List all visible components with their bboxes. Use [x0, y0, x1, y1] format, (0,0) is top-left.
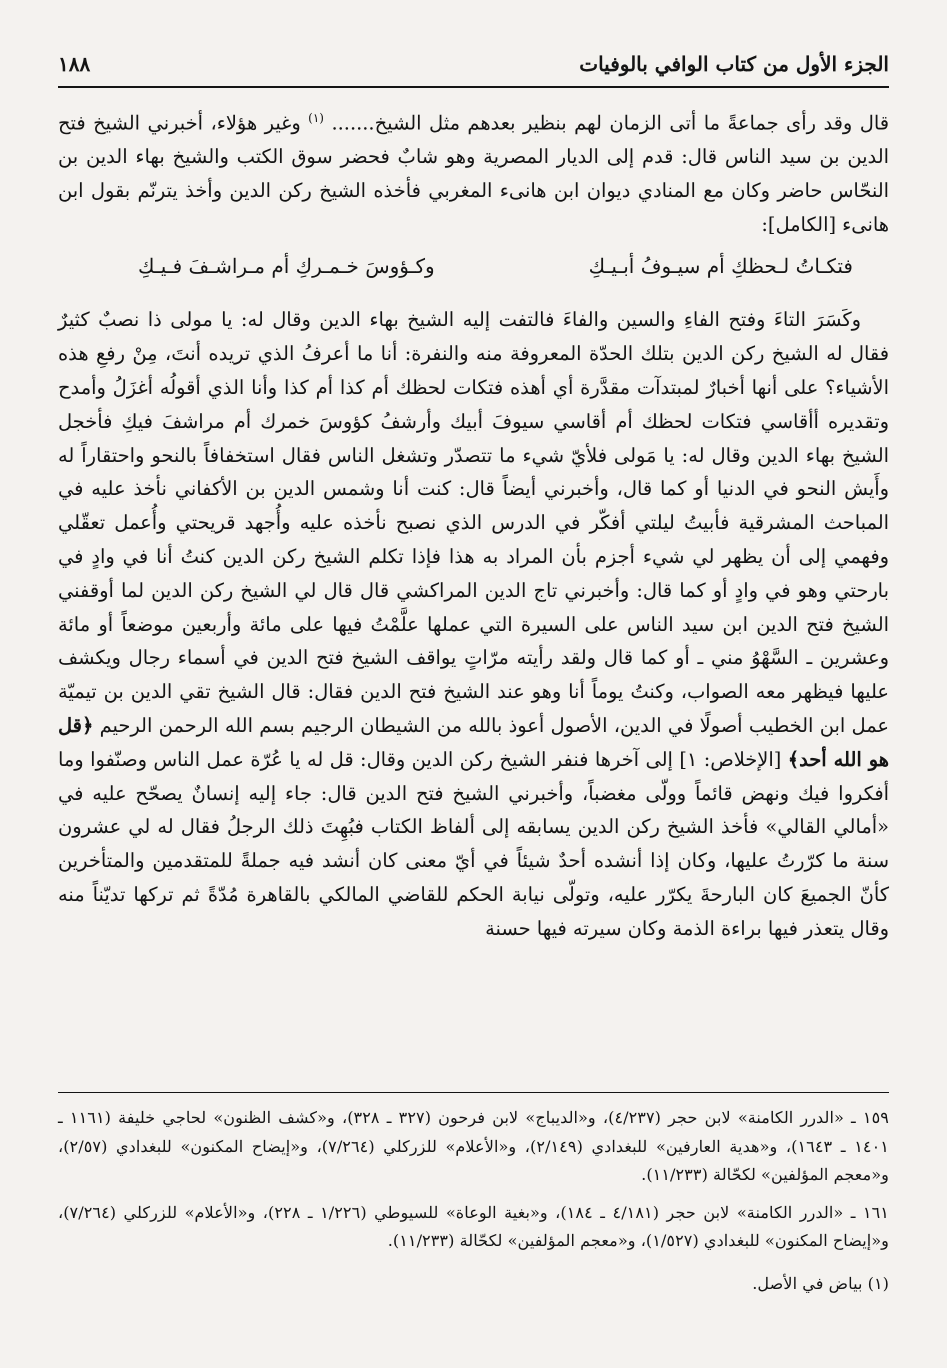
- paragraph-2-text: وكَسَرَ التاءَ وفتح الفاءِ والسين والفاءَ فالتفت إليه الشيخ بهاء الدين وقال له: يا مولى ذا نصبٌ كثيرٌ فقال له الشيخ ركن الدين بتلك الحدّة المعروفة منه والنفرة: أنا ما أعرفُ الذي تريده أنتَ، مِنْ رفعِ هذه الأشياء؟ على أنها أخبارٌ لمبتدآت مقدَّرة أي أهذه فتكات لحظك أم كذا أم كذا وأنا الذي أقولُه أغزَلُ وأمدح وتقديره أأقاسي فتكات لحظك أم أقاسي سيوفَ أبيك وأرشفُ كؤوسَ خمرك أم مراشفَ فيكِ فأخجل الشيخ بهاء الدين وقال له: يا مَولى فلأيّ شيء ما تتصدّر وتشغل الناس فقال استخفافاً بالنحو واحتقاراً له وأَيش النحو في الدنيا أو كما قال، وأخبرني أيضاً قال: كنت أنا وشمس الدين بن الأكفاني نأخذ عليه في المباحث المشرقية فأبيتُ ليلتي أفكّر في الدرس الذي نصبح نأخذه عليه وأُجهد قريحتي وأُعمل تعقّلي وفهمي إلى أن يظهر لي شيء أجزم بأن المراد به هذا فإذا تكلم الشيخ ركن الدين كنتُ أنا في وادٍ في بارحتي وهو في وادٍ أو كما قال: وأخبرني تاج الدين المراكشي قال قال لي الشيخ ركن الدين لما أوقفني الشيخ فتح الدين ابن سيد الناس على السيرة التي عملها علَّمْتُ فيها على مائة وأربعين موضعاً أو مائة وعشرين ـ السَّهْوُ مني ـ أو كما قال ولقد رأيته مرّاتٍ يواقف الشيخ فتح الدين في أسماء رجال ويكشف عليها فيظهر معه الصواب، وكنتُ يوماً أنا وهو عند الشيخ فتح الدين فقال: قال الشيخ تقي الدين بن تيميّة عمل ابن الخطيب أصولًا في الدين، الأصول أعوذ بالله من الشيطان الرجيم بسم الله الرحمن الرحيم: [58, 308, 889, 738]
- footnotes: [58, 1104, 889, 1307]
- paragraph-1-text: قال وقد رأى جماعةً ما أتى الزمان لهم بنظير بعدهم مثل الشيخ.......: [323, 111, 889, 135]
- running-head: [58, 46, 889, 82]
- footnote-159: ١٥٩ ـ «الدرر الكامنة» لابن حجر (٤/٢٣٧)، و«الديباج» لابن فرحون (٣٢٧ ـ ٣٢٨)، و«كشف الظنون» لحاجي خليفة (١١٦١ ـ ١٤٠١ ـ ١٦٤٣)، و«هدية العارفين» للبغدادي (٢/١٤٩)، و«الأعلام» للزركلي (٧/٢٦٤)، و«إيضاح المكنون» للبغدادي (٢/٥٧)، و«معجم المؤلفين» لكحّالة (١١/٢٣٣).: [58, 1108, 889, 1184]
- paragraph-1: [58, 102, 889, 242]
- footnote-1: (١) بياض في الأصل.: [752, 1273, 889, 1293]
- verse-first-hemistich: فتكـاتُ لـحظكِ أم سيـوفُ أبـيـكِ: [588, 253, 853, 278]
- footnote-ref: (١): [308, 111, 324, 125]
- paragraph-3-text: إلى آخرها فنفر الشيخ ركن الدين وقال: قل له يا عُرّة عمل الناس وصنّفوا وما أفكروا فيك ونهض قائماً وولّى مغضباً، وأخبرني الشيخ فتح الدين قال: جاء إليه إنسانٌ يصحّح عليه في «أمالي القالي» فأخذ الشيخ ركن الدين يسابقه إلى ألفاظ الكتاب فبُهِتَ ذلك الرجلُ فقال له لي عشرون سنة ما كرّرتُ عليها، وكان إذا أنشده أحدٌ شيئاً في أيّ معنى كان أنشد فيه جملةً للمتقدمين والمتأخرين كأنّ الجميعَ كان البارحةَ يكرّر عليه، وتولّى نيابة الحكم للقاضي المالكي بالقاهرة مُدّةً ثم تركها تديّناً منه وقال يتعذر فيها براءة الذمة وكان سيرته فيها حسنة: [58, 747, 889, 940]
- main-text: [58, 102, 889, 946]
- paragraph-1-tail: وغير هؤلاء، أخبرني الشيخ فتح الدين بن سيد الناس قال: قدم إلى الديار المصرية وهو شابٌ فحضر سوق الكتب والشيخ بهاء الدين بن النحّاس حاضر وكان مع المنادي ديوان ابن هانىء المغربي فأخذه الشيخ ركن الدين وأخذ يترنّم بقول ابن هانىء [الكامل]:: [58, 111, 889, 236]
- verse-second-hemistich: وكـؤوسَ خـمـركِ أم مـراشـفَ فـيـكِ: [138, 253, 435, 278]
- book-title: الجزء الأول من كتاب الوافي بالوفيات: [579, 52, 889, 76]
- footnote-161: ١٦١ ـ «الدرر الكامنة» لابن حجر (٤/١٨١ ـ ١٨٤)، و«بغية الوعاة» للسيوطي (١/٢٢٦ ـ ٢٢٨)، و«الأعلام» للزركلي (٧/٢٦٤)، و«إيضاح المكنون» للبغدادي (١/٥٢٧)، و«معجم المؤلفين» لكحّالة (١١/٢٣٣).: [58, 1202, 889, 1250]
- footnote-rule: [58, 1092, 889, 1093]
- paragraph-2: [58, 303, 889, 945]
- header-rule: [58, 86, 889, 88]
- quran-citation: [الإخلاص: ١]: [672, 747, 788, 771]
- page-number: ١٨٨: [58, 52, 91, 76]
- verse: [58, 250, 889, 284]
- quran-verse: ﴿قل هو الله أحد﴾: [58, 714, 889, 771]
